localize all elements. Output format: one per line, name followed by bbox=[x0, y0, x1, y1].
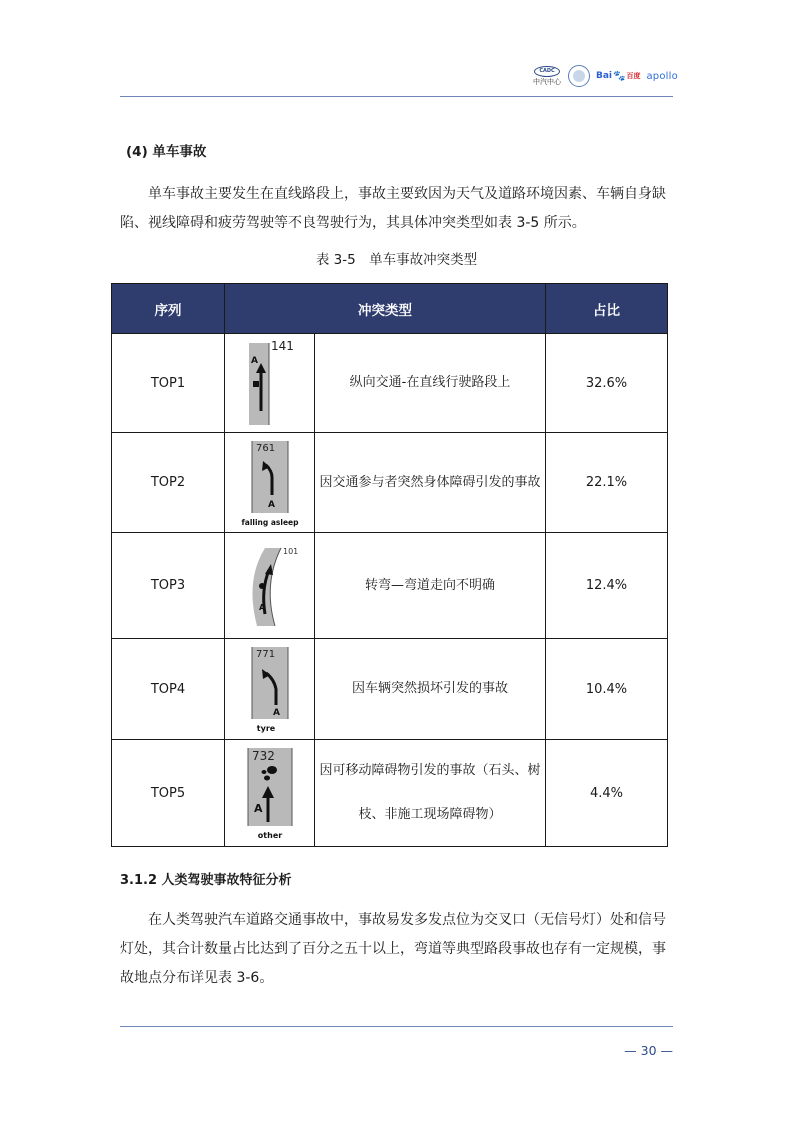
header-conflict-type: 冲突类型 bbox=[225, 284, 546, 334]
baidu-logo-cn: 百度 bbox=[626, 72, 641, 80]
row-description: 因可移动障碍物引发的事故（石头、树枝、非施工现场障碍物） bbox=[315, 740, 546, 847]
subsection-heading: 3.1.2 人类驾驶事故特征分析 bbox=[120, 873, 292, 888]
apollo-logo: apollo bbox=[646, 70, 678, 82]
baidu-logo bbox=[596, 71, 640, 82]
row-share: 22.1% bbox=[546, 433, 668, 533]
row-rank: TOP5 bbox=[112, 740, 225, 847]
diagram-lane-letter: A bbox=[272, 708, 280, 718]
conflict-diagram bbox=[225, 740, 315, 847]
page-number: — 30 — bbox=[624, 1043, 673, 1058]
section-paragraph: 单车事故主要发生在直线路段上，事故主要致因为天气及道路环境因素、车辆自身缺陷、视线障碍和疲劳驾驶等不良驾驶行为，其具体冲突类型如表 3-5 所示。 bbox=[120, 186, 666, 231]
row-description: 转弯—弯道走向不明确 bbox=[315, 533, 546, 639]
diagram-label: falling asleep bbox=[241, 517, 298, 527]
row-share: 32.6% bbox=[546, 334, 668, 433]
row-description: 因交通参与者突然身体障碍引发的事故 bbox=[315, 433, 546, 533]
cadc-logo-mark: CADC bbox=[534, 66, 560, 77]
table-row bbox=[112, 334, 668, 433]
table-row bbox=[112, 740, 668, 847]
row-description: 纵向交通-在直线行驶路段上 bbox=[315, 334, 546, 433]
tyre-failure-diagram-icon bbox=[232, 643, 308, 735]
baidu-logo-text: Bai bbox=[596, 71, 613, 81]
cadc-logo-text: 中汽中心 bbox=[533, 78, 561, 86]
university-seal-icon bbox=[568, 65, 590, 87]
section-heading: (4) 单车事故 bbox=[126, 144, 207, 160]
conflict-diagram bbox=[225, 334, 315, 433]
diagram-code: 101 bbox=[282, 546, 298, 556]
header-rank: 序列 bbox=[112, 284, 225, 334]
conflict-diagram bbox=[225, 639, 315, 740]
row-rank: TOP1 bbox=[112, 334, 225, 433]
footer-rule bbox=[120, 1026, 673, 1027]
row-share: 4.4% bbox=[546, 740, 668, 847]
diagram-lane-letter: A bbox=[258, 602, 265, 612]
diagram-label: tyre bbox=[256, 724, 275, 733]
falling-asleep-diagram-icon bbox=[232, 437, 308, 529]
header-share: 占比 bbox=[546, 284, 668, 334]
conflict-diagram bbox=[225, 433, 315, 533]
diagram-code: 141 bbox=[270, 339, 294, 353]
table-header-row bbox=[112, 284, 668, 334]
straight-road-diagram-icon bbox=[235, 339, 305, 427]
header-rule bbox=[120, 96, 673, 97]
diagram-lane-letter: A bbox=[253, 802, 263, 815]
table-row bbox=[112, 533, 668, 639]
row-description: 因车辆突然损坏引发的事故 bbox=[315, 639, 546, 740]
diagram-code: 771 bbox=[255, 649, 275, 660]
row-share: 10.4% bbox=[546, 639, 668, 740]
table-row bbox=[112, 639, 668, 740]
conflict-diagram bbox=[225, 533, 315, 639]
table-caption: 表 3-5 单车事故冲突类型 bbox=[315, 252, 478, 268]
table-row bbox=[112, 433, 668, 533]
cadc-logo bbox=[532, 66, 562, 86]
diagram-code: 732 bbox=[251, 749, 275, 763]
diagram-code: 761 bbox=[255, 442, 275, 454]
baidu-paw-icon: 🐾 bbox=[613, 70, 626, 82]
diagram-lane-letter: A bbox=[250, 356, 258, 366]
header-logos bbox=[532, 64, 678, 88]
diagram-lane-letter: A bbox=[267, 499, 275, 510]
row-rank: TOP3 bbox=[112, 533, 225, 639]
conflict-type-table bbox=[111, 283, 668, 847]
subsection-paragraph: 在人类驾驶汽车道路交通事故中，事故易发多发点位为交叉口（无信号灯）处和信号灯处，其合计数量占比达到了百分之五十以上，弯道等典型路段事故也存有一定规模，事故地点分布详见表 3-6。 bbox=[120, 912, 666, 986]
row-share: 12.4% bbox=[546, 533, 668, 639]
curve-road-diagram-icon bbox=[235, 540, 305, 632]
obstacle-diagram-icon bbox=[232, 744, 308, 842]
row-rank: TOP2 bbox=[112, 433, 225, 533]
diagram-label: other bbox=[257, 831, 282, 840]
row-rank: TOP4 bbox=[112, 639, 225, 740]
